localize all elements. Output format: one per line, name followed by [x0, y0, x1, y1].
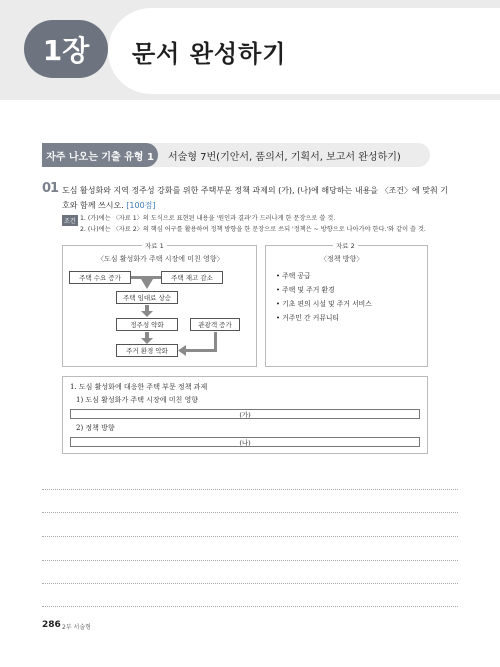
node-demand: 주택 수요 증가 — [69, 271, 131, 284]
arrow-shaft-1 — [145, 305, 149, 311]
page-number: 286 — [42, 620, 61, 630]
resource-2-bullet-4: • 거주민 간 커뮤니티 — [276, 314, 340, 322]
writing-line[interactable] — [42, 583, 458, 584]
resource-2-label: 자료 2 — [333, 241, 358, 250]
resource-2-title: 〈정책 방향〉 — [320, 255, 364, 263]
question-number: 01 — [42, 181, 59, 196]
arrow-down-1 — [141, 311, 153, 317]
writing-line[interactable] — [42, 536, 458, 537]
chapter-title: 문서 완성하기 — [132, 40, 287, 68]
node-stock: 주택 재고 감소 — [161, 271, 223, 284]
chapter-number-badge: 1장 — [24, 20, 108, 78]
node-rent: 주택 임대료 상승 — [116, 291, 178, 304]
writing-line[interactable] — [42, 512, 458, 513]
resource-2-bullet-2: • 주택 및 주거 환경 — [276, 286, 335, 294]
writing-line[interactable] — [42, 606, 458, 607]
arrow-shaft-2 — [145, 332, 149, 338]
answer-heading: 1. 도심 활성화에 대응한 주택 부문 정책 과제 — [70, 383, 208, 391]
resource-1-label: 자료 1 — [142, 241, 167, 250]
node-related: 관광객 증가 — [190, 318, 240, 331]
merge-arrow-down — [141, 279, 153, 289]
writing-line[interactable] — [42, 489, 458, 490]
resource-2-bullet-3: • 기초 편의 시설 및 주거 서비스 — [276, 300, 372, 308]
side-arrow-head — [178, 345, 186, 356]
answer-field-na[interactable]: (나) — [70, 437, 420, 447]
condition-tag: 조건 — [62, 215, 78, 226]
question-score: [100점] — [126, 201, 156, 210]
answer-item-2: 2) 정책 방향 — [76, 424, 115, 432]
condition-2: 2. (나)에는 〈자료 2〉의 핵심 어구를 활용하여 정책 방향을 한 문장으로 쓰되 '정책은 ~ 방향으로 나아가야 한다.'와 같이 쓸 것. — [80, 226, 426, 233]
question-body: 도심 활성화와 지역 정주성 강화를 위한 주택부문 정책 과제의 (가), (나)에 해당하는 내용을 〈조건〉에 맞춰 기호와 함께 쓰시오. — [62, 186, 449, 210]
question-type-text: 서술형 7번(기안서, 품의서, 기획서, 보고서 완성하기) — [168, 152, 401, 163]
node-stability: 정주성 약화 — [116, 318, 178, 331]
arrow-down-2 — [141, 338, 153, 344]
condition-1: 1. (가)에는 〈자료 1〉의 도식으로 표현된 내용을 '원인과 결과'가 드러나게 한 문장으로 쓸 것. — [80, 215, 336, 222]
resource-1-title: 〈도심 활성화가 주택 시장에 미친 영향〉 — [97, 255, 224, 263]
merge-arrow-bar — [131, 276, 161, 279]
writing-line[interactable] — [42, 560, 458, 561]
resource-2-bullet-1: • 주택 공급 — [276, 272, 311, 280]
side-arrow-horizontal — [186, 349, 217, 352]
node-environment: 주거 환경 악화 — [116, 344, 178, 357]
answer-field-ga[interactable]: (가) — [70, 409, 420, 419]
answer-item-1: 1) 도심 활성화가 주택 시장에 미친 영향 — [76, 396, 198, 404]
footer-section: 2부 서술형 — [62, 624, 91, 631]
question-type-tag: 자주 나오는 기출 유형 1 — [42, 143, 158, 167]
